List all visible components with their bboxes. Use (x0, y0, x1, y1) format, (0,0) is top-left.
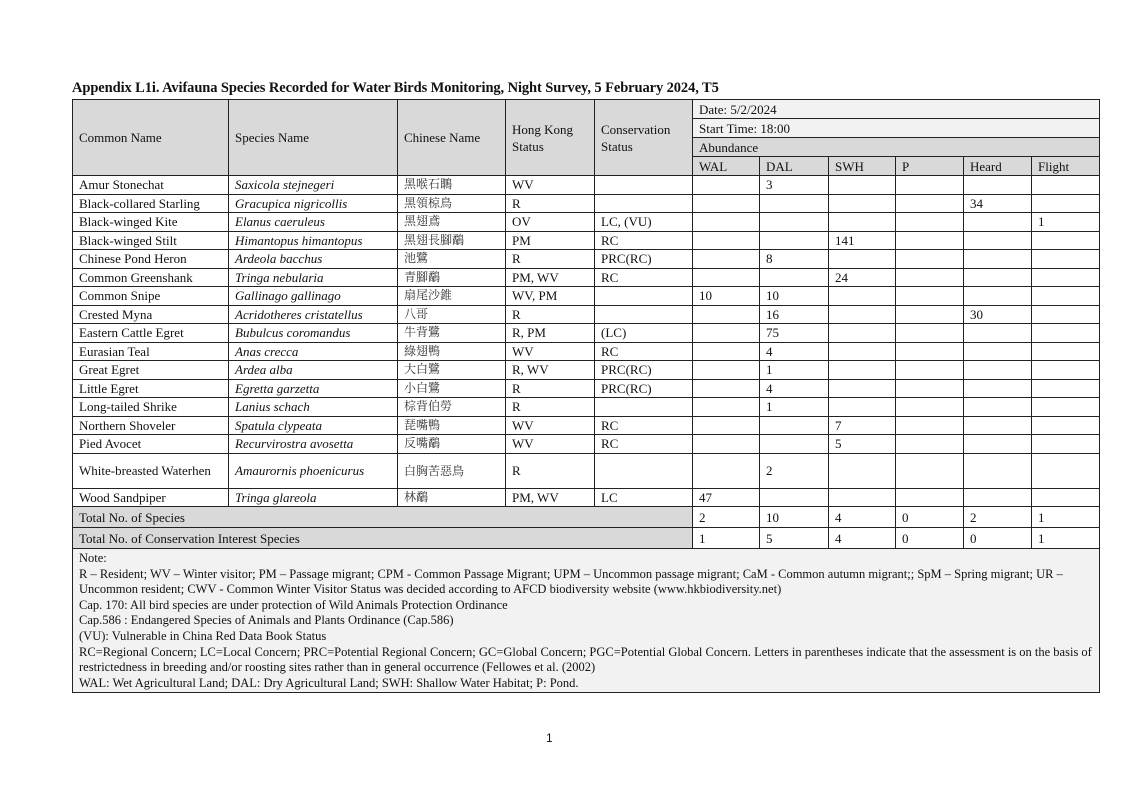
cell-wal (693, 324, 760, 343)
cell-swh (829, 342, 896, 361)
cell-heard: 34 (964, 194, 1032, 213)
cell-cons: PRC(RC) (595, 361, 693, 380)
cell-common: Black-winged Kite (73, 213, 229, 232)
cell-hk: R (506, 194, 595, 213)
cell-swh (829, 379, 896, 398)
table-row (73, 398, 1100, 417)
header-abundance: Abundance (693, 138, 1100, 157)
cell-flight (1032, 231, 1100, 250)
table-row (73, 416, 1100, 435)
cell-heard (964, 176, 1032, 195)
cell-cons (595, 398, 693, 417)
total-value: 1 (693, 528, 760, 549)
total-value: 2 (964, 507, 1032, 528)
note-line: (VU): Vulnerable in China Red Data Book Status (79, 628, 327, 643)
cell-dal (760, 213, 829, 232)
cell-heard (964, 213, 1032, 232)
cell-dal: 4 (760, 379, 829, 398)
table-row (73, 268, 1100, 287)
cell-hk: WV, PM (506, 287, 595, 306)
cell-hk: R (506, 398, 595, 417)
cell-hk: PM (506, 231, 595, 250)
cell-chinese: 黑翅長腳鷸 (398, 231, 506, 250)
cell-swh (829, 176, 896, 195)
cell-hk: PM, WV (506, 268, 595, 287)
cell-p (896, 176, 964, 195)
cell-species: Gallinago gallinago (229, 287, 398, 306)
cell-hk: R (506, 453, 595, 488)
header-habitat-p: P (896, 157, 964, 176)
cell-flight (1032, 250, 1100, 269)
cell-p (896, 268, 964, 287)
cell-flight (1032, 305, 1100, 324)
cell-hk: R, WV (506, 361, 595, 380)
total-value: 2 (693, 507, 760, 528)
cell-wal (693, 231, 760, 250)
cell-swh (829, 488, 896, 507)
cell-species: Amaurornis phoenicurus (229, 453, 398, 488)
cell-cons (595, 287, 693, 306)
total-value: 4 (829, 507, 896, 528)
cell-dal: 8 (760, 250, 829, 269)
cell-wal (693, 213, 760, 232)
cell-species: Spatula clypeata (229, 416, 398, 435)
cell-dal (760, 268, 829, 287)
cell-wal: 47 (693, 488, 760, 507)
cell-p (896, 231, 964, 250)
cell-swh: 24 (829, 268, 896, 287)
cell-chinese: 反嘴鷸 (398, 435, 506, 454)
cell-dal (760, 231, 829, 250)
cell-heard (964, 324, 1032, 343)
cell-swh (829, 398, 896, 417)
table-row (73, 453, 1100, 488)
cell-species: Gracupica nigricollis (229, 194, 398, 213)
table-row (73, 305, 1100, 324)
header-habitat-flight: Flight (1032, 157, 1100, 176)
cell-cons: RC (595, 342, 693, 361)
cell-common: Little Egret (73, 379, 229, 398)
cell-common: Long-tailed Shrike (73, 398, 229, 417)
total-value: 1 (1032, 528, 1100, 549)
cell-heard (964, 488, 1032, 507)
cell-hk: OV (506, 213, 595, 232)
cell-chinese: 青腳鷸 (398, 268, 506, 287)
cell-dal: 75 (760, 324, 829, 343)
table-row (73, 488, 1100, 507)
cell-heard (964, 231, 1032, 250)
cell-p (896, 342, 964, 361)
cell-p (896, 488, 964, 507)
cell-chinese: 黑翅鳶 (398, 213, 506, 232)
cell-p (896, 416, 964, 435)
cell-wal (693, 398, 760, 417)
note-line: Cap.586 : Endangered Species of Animals and Plants Ordinance (Cap.586) (79, 613, 454, 628)
cell-swh (829, 324, 896, 343)
cell-swh (829, 361, 896, 380)
table-row (73, 250, 1100, 269)
cell-common: Pied Avocet (73, 435, 229, 454)
note-line: RC=Regional Concern; LC=Local Concern; PRC=Potential Regional Concern; GC=Global Concern; PGC=Potential Global Concern. Letters in parentheses indicate that the assessment is on the basis of restrictedness in breeding and/or roosting sites rather than in general occurrence (Fellowes et al. (2002) (79, 644, 1092, 675)
cell-hk: WV (506, 435, 595, 454)
cell-species: Saxicola stejnegeri (229, 176, 398, 195)
cell-wal (693, 250, 760, 269)
cell-dal (760, 488, 829, 507)
cell-heard (964, 416, 1032, 435)
total-value: 0 (964, 528, 1032, 549)
cell-p (896, 324, 964, 343)
total-value: 0 (896, 528, 964, 549)
table-row (73, 176, 1100, 195)
cell-wal (693, 361, 760, 380)
header-common-name: Common Name (73, 100, 229, 176)
notes (73, 549, 1100, 693)
cell-p (896, 398, 964, 417)
cell-chinese: 八哥 (398, 305, 506, 324)
cell-cons: LC (595, 488, 693, 507)
header-habitat-heard: Heard (964, 157, 1032, 176)
cell-cons (595, 176, 693, 195)
cell-chinese: 綠翅鴨 (398, 342, 506, 361)
header-date: Date: 5/2/2024 (693, 100, 1100, 119)
total-row-species (73, 507, 1100, 528)
cell-p (896, 361, 964, 380)
cell-dal: 1 (760, 361, 829, 380)
cell-hk: R (506, 250, 595, 269)
cell-chinese: 黑喉石䳭 (398, 176, 506, 195)
cell-heard (964, 287, 1032, 306)
cell-hk: WV (506, 342, 595, 361)
note-line: Cap. 170: All bird species are under protection of Wild Animals Protection Ordinance (79, 597, 508, 612)
cell-wal (693, 176, 760, 195)
cell-common: Eastern Cattle Egret (73, 324, 229, 343)
cell-flight (1032, 398, 1100, 417)
cell-hk: R, PM (506, 324, 595, 343)
table-row (73, 287, 1100, 306)
total-value: 0 (896, 507, 964, 528)
cell-p (896, 305, 964, 324)
cell-species: Tringa glareola (229, 488, 398, 507)
cell-cons: RC (595, 416, 693, 435)
cell-common: Chinese Pond Heron (73, 250, 229, 269)
cell-cons (595, 453, 693, 488)
cell-dal: 4 (760, 342, 829, 361)
cell-hk: PM, WV (506, 488, 595, 507)
cell-chinese: 白胸苦惡鳥 (398, 453, 506, 488)
cell-cons: RC (595, 268, 693, 287)
cell-flight (1032, 453, 1100, 488)
note-line: WAL: Wet Agricultural Land; DAL: Dry Agricultural Land; SWH: Shallow Water Habitat; P: Pond. (79, 675, 579, 690)
cell-species: Egretta garzetta (229, 379, 398, 398)
total-value: 10 (760, 507, 829, 528)
cell-chinese: 池鷺 (398, 250, 506, 269)
cell-heard (964, 268, 1032, 287)
cell-wal (693, 453, 760, 488)
table-row (73, 213, 1100, 232)
species-table (72, 99, 1100, 693)
cell-chinese: 大白鷺 (398, 361, 506, 380)
cell-flight (1032, 287, 1100, 306)
cell-chinese: 黑領椋鳥 (398, 194, 506, 213)
cell-chinese: 牛背鷺 (398, 324, 506, 343)
cell-species: Ardea alba (229, 361, 398, 380)
cell-common: White-breasted Waterhen (73, 453, 229, 488)
cell-flight: 1 (1032, 213, 1100, 232)
cell-dal: 1 (760, 398, 829, 417)
cell-p (896, 287, 964, 306)
cell-dal: 2 (760, 453, 829, 488)
header-habitat-wal: WAL (693, 157, 760, 176)
cell-wal (693, 435, 760, 454)
cell-cons: PRC(RC) (595, 250, 693, 269)
table-row (73, 324, 1100, 343)
cell-species: Acridotheres cristatellus (229, 305, 398, 324)
cell-swh: 7 (829, 416, 896, 435)
cell-wal (693, 194, 760, 213)
header-hk-status: Hong Kong Status (506, 100, 595, 176)
cell-cons: (LC) (595, 324, 693, 343)
cell-p (896, 435, 964, 454)
note-line: R – Resident; WV – Winter visitor; PM – Passage migrant; CPM - Common Passage Migrant; UPM – Uncommon passage migrant; CaM - Common autumn migrant;; SpM – Spring migrant; UR – Uncommon resident; CWV - Common Winter Visitor Status was decided according to AFCD biodiversity website (www.hkbiodiversity.net) (79, 566, 1063, 597)
cell-common: Common Greenshank (73, 268, 229, 287)
table-row (73, 361, 1100, 380)
cell-cons: RC (595, 435, 693, 454)
cell-swh: 5 (829, 435, 896, 454)
cell-common: Black-collared Starling (73, 194, 229, 213)
header-conservation-status: Conservation Status (595, 100, 693, 176)
total-label: Total No. of Conservation Interest Species (73, 528, 693, 549)
cell-flight (1032, 324, 1100, 343)
cell-common: Wood Sandpiper (73, 488, 229, 507)
total-value: 5 (760, 528, 829, 549)
cell-swh: 141 (829, 231, 896, 250)
cell-dal: 16 (760, 305, 829, 324)
cell-flight (1032, 361, 1100, 380)
cell-chinese: 扇尾沙錐 (398, 287, 506, 306)
cell-cons: PRC(RC) (595, 379, 693, 398)
cell-chinese: 小白鷺 (398, 379, 506, 398)
cell-swh (829, 305, 896, 324)
cell-species: Ardeola bacchus (229, 250, 398, 269)
header-habitat-dal: DAL (760, 157, 829, 176)
notes-heading: Note: (79, 551, 107, 565)
cell-heard (964, 435, 1032, 454)
cell-species: Recurvirostra avosetta (229, 435, 398, 454)
total-value: 4 (829, 528, 896, 549)
total-label: Total No. of Species (73, 507, 693, 528)
cell-flight (1032, 176, 1100, 195)
cell-common: Great Egret (73, 361, 229, 380)
cell-p (896, 379, 964, 398)
cell-flight (1032, 416, 1100, 435)
cell-dal: 3 (760, 176, 829, 195)
cell-flight (1032, 379, 1100, 398)
cell-swh (829, 213, 896, 232)
cell-cons (595, 194, 693, 213)
cell-heard (964, 250, 1032, 269)
cell-common: Common Snipe (73, 287, 229, 306)
cell-swh (829, 250, 896, 269)
cell-common: Eurasian Teal (73, 342, 229, 361)
cell-hk: R (506, 379, 595, 398)
table-row (73, 435, 1100, 454)
cell-species: Anas crecca (229, 342, 398, 361)
cell-hk: WV (506, 416, 595, 435)
cell-wal: 10 (693, 287, 760, 306)
cell-wal (693, 342, 760, 361)
cell-chinese: 棕背伯勞 (398, 398, 506, 417)
page-number: 1 (546, 731, 553, 745)
table-row (73, 231, 1100, 250)
cell-wal (693, 416, 760, 435)
table-row (73, 194, 1100, 213)
cell-heard (964, 379, 1032, 398)
cell-p (896, 213, 964, 232)
cell-common: Amur Stonechat (73, 176, 229, 195)
header-start-time: Start Time: 18:00 (693, 119, 1100, 138)
header-species-name: Species Name (229, 100, 398, 176)
cell-heard: 30 (964, 305, 1032, 324)
header-chinese-name: Chinese Name (398, 100, 506, 176)
notes-row (73, 549, 1100, 693)
cell-cons: LC, (VU) (595, 213, 693, 232)
cell-common: Black-winged Stilt (73, 231, 229, 250)
cell-swh (829, 453, 896, 488)
cell-dal (760, 194, 829, 213)
cell-p (896, 453, 964, 488)
cell-cons: RC (595, 231, 693, 250)
cell-heard (964, 361, 1032, 380)
cell-heard (964, 342, 1032, 361)
table-row (73, 342, 1100, 361)
cell-flight (1032, 194, 1100, 213)
cell-wal (693, 305, 760, 324)
cell-chinese: 林鷸 (398, 488, 506, 507)
cell-species: Bubulcus coromandus (229, 324, 398, 343)
cell-species: Elanus caeruleus (229, 213, 398, 232)
page-title: Appendix L1i. Avifauna Species Recorded for Water Birds Monitoring, Night Survey, 5 February 2024, T5 (72, 80, 719, 96)
cell-hk: R (506, 305, 595, 324)
table-row (73, 379, 1100, 398)
cell-species: Lanius schach (229, 398, 398, 417)
cell-heard (964, 453, 1032, 488)
cell-species: Himantopus himantopus (229, 231, 398, 250)
cell-chinese: 琵嘴鴨 (398, 416, 506, 435)
cell-flight (1032, 268, 1100, 287)
cell-wal (693, 379, 760, 398)
total-row-conservation (73, 528, 1100, 549)
cell-p (896, 250, 964, 269)
cell-dal (760, 416, 829, 435)
cell-p (896, 194, 964, 213)
cell-species: Tringa nebularia (229, 268, 398, 287)
cell-swh (829, 194, 896, 213)
cell-wal (693, 268, 760, 287)
cell-swh (829, 287, 896, 306)
cell-flight (1032, 342, 1100, 361)
cell-heard (964, 398, 1032, 417)
cell-hk: WV (506, 176, 595, 195)
total-value: 1 (1032, 507, 1100, 528)
cell-common: Northern Shoveler (73, 416, 229, 435)
cell-dal: 10 (760, 287, 829, 306)
cell-dal (760, 435, 829, 454)
cell-cons (595, 305, 693, 324)
header-habitat-swh: SWH (829, 157, 896, 176)
cell-flight (1032, 435, 1100, 454)
cell-common: Crested Myna (73, 305, 229, 324)
cell-flight (1032, 488, 1100, 507)
